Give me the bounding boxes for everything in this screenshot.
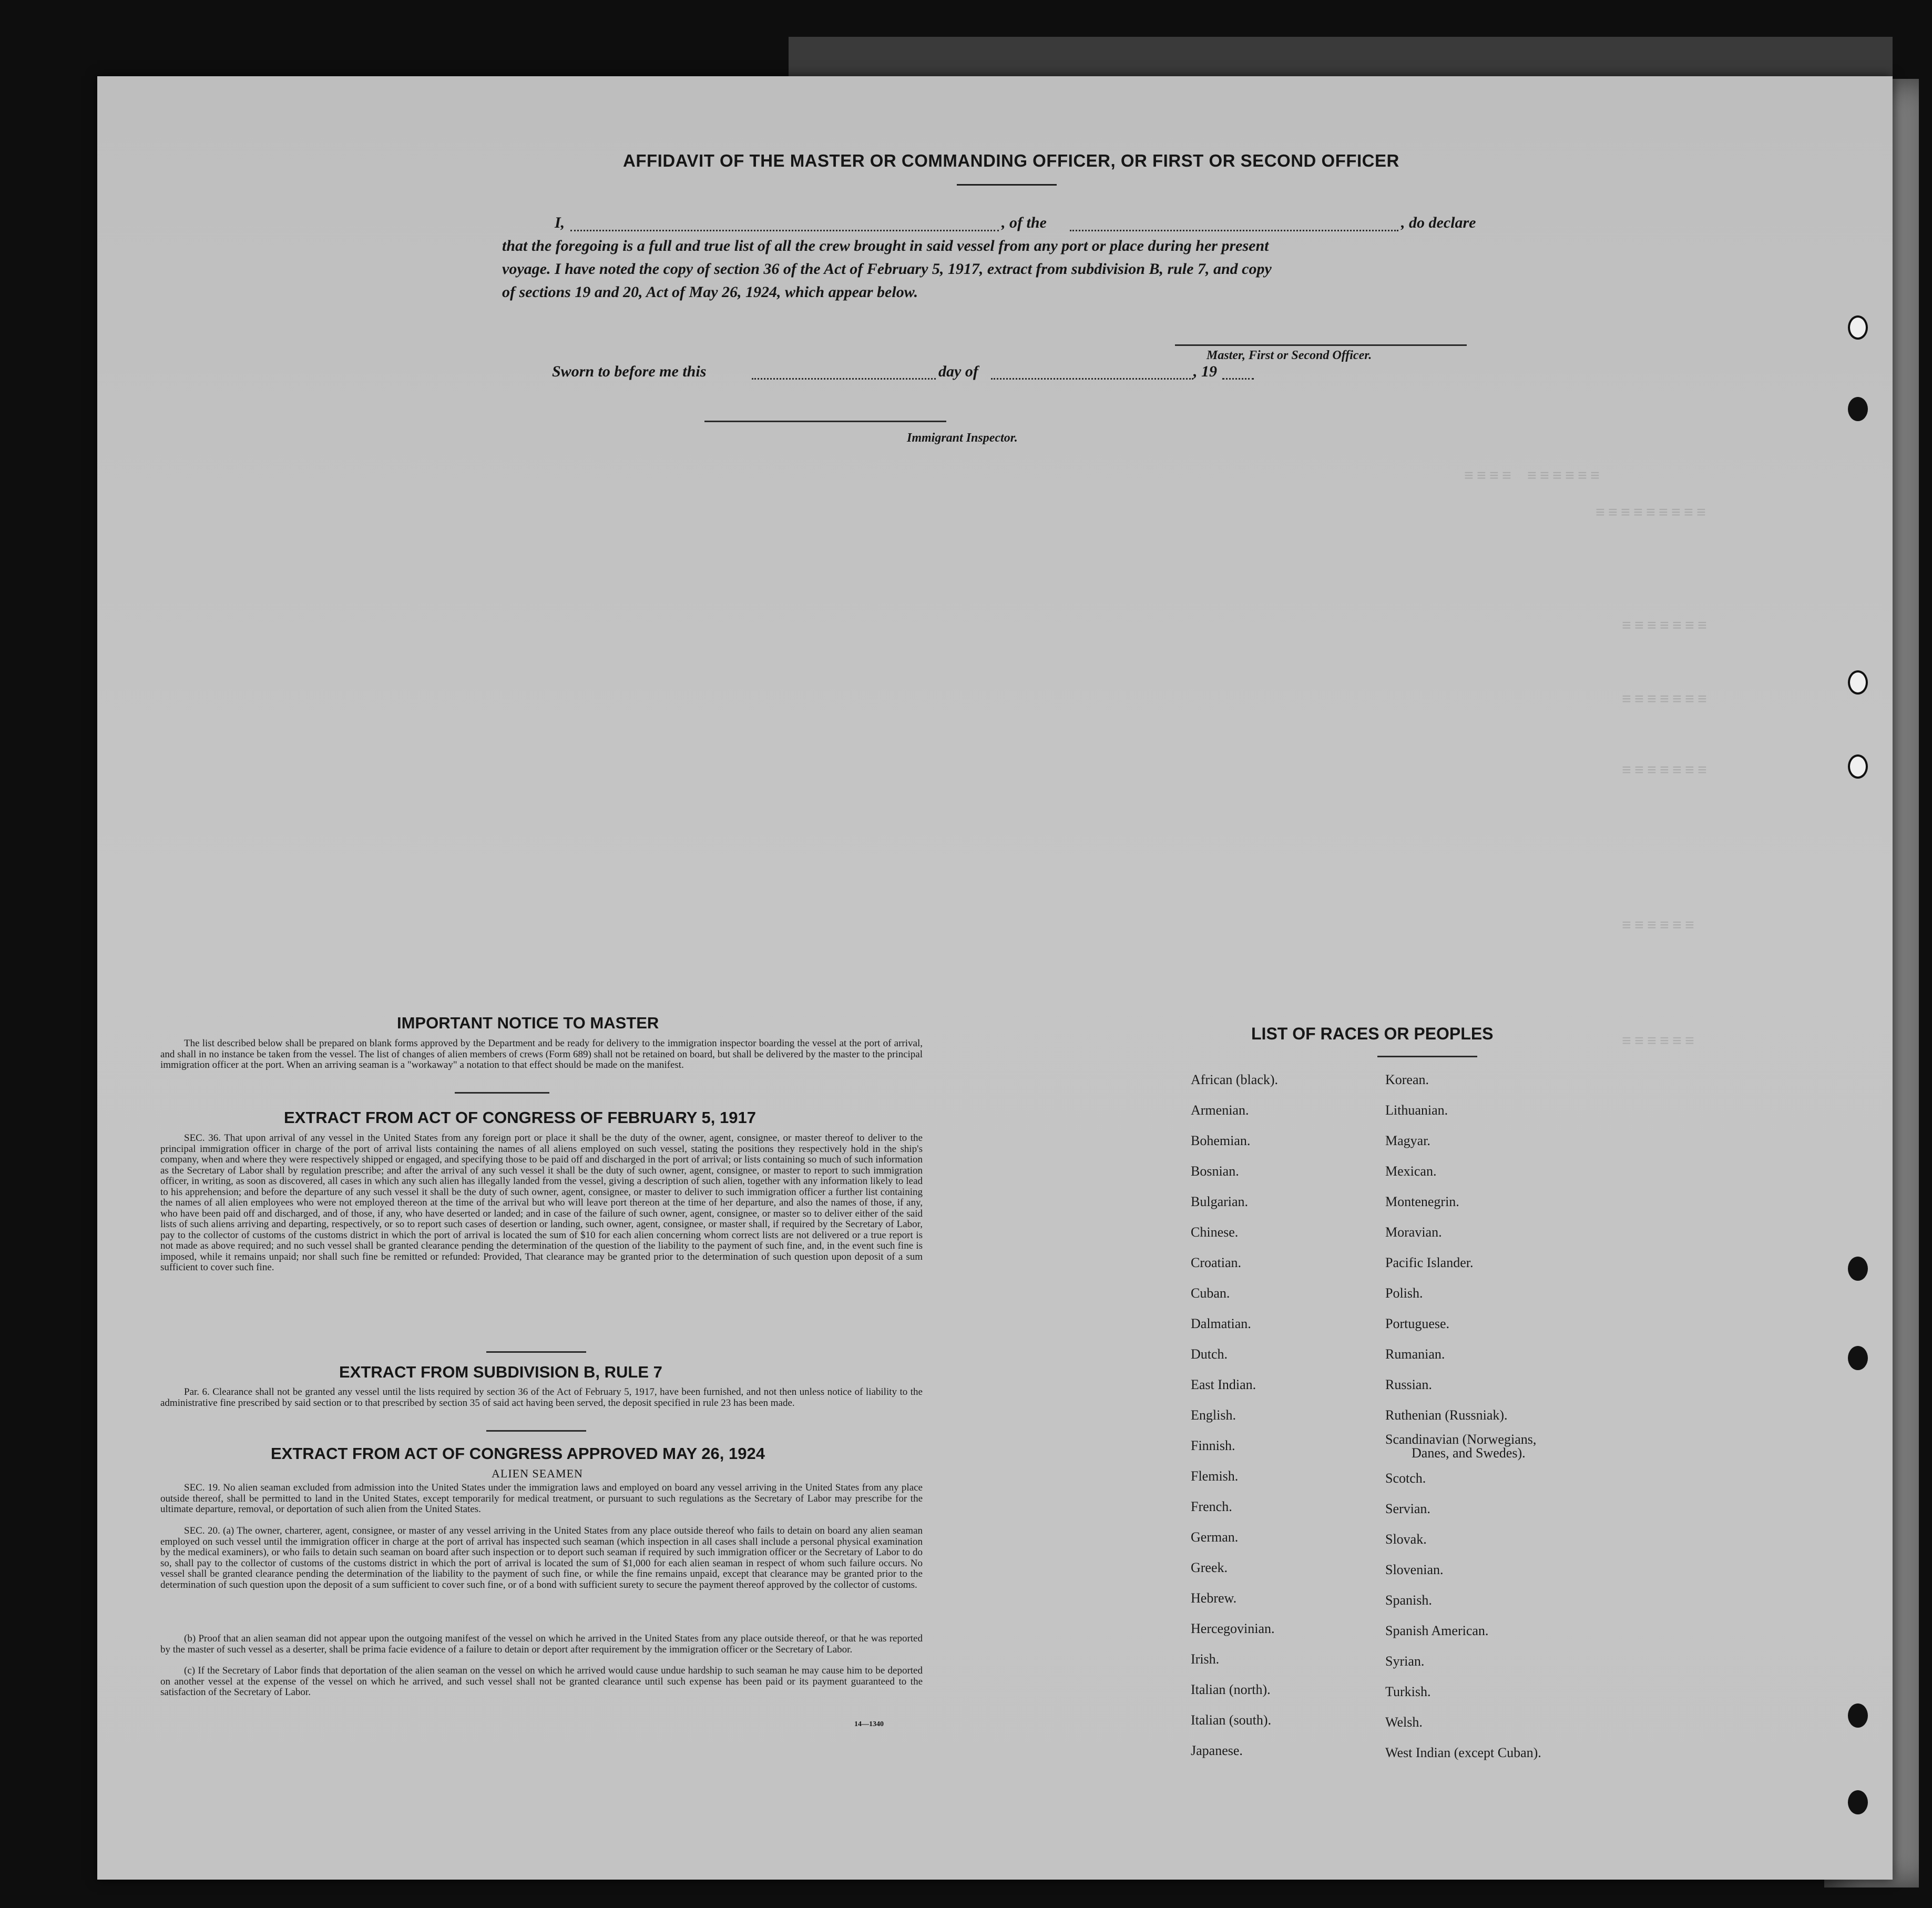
race-item: Dalmatian.	[1191, 1316, 1251, 1331]
race-item: Hebrew.	[1191, 1590, 1237, 1606]
race-item: Korean.	[1385, 1072, 1429, 1087]
bleed-through: ≡≡≡≡ ≡≡≡≡≡≡	[1464, 468, 1603, 486]
race-item: Flemish.	[1191, 1468, 1239, 1484]
title-divider	[957, 184, 1057, 186]
notice-text: The list described below shall be prepared on blank forms approved by the Department and be ready for delivery to the immigration inspector boarding the vessel at the port of arrival, and shall in no instance be taken from the vessel. The list of changes of alien members of crews (Form 689) shall not be retained on board, but shall be delivered by the master to the principal immigration officer at the port. When an arriving seaman is a "workaway" a notation to that effect should be made on the manifest.	[160, 1038, 923, 1070]
race-item: Scotch.	[1385, 1471, 1426, 1486]
race-item-line: Danes, and Swedes).	[1412, 1445, 1526, 1461]
races-column-1	[1191, 1065, 1278, 1766]
race-item: Chinese.	[1191, 1225, 1239, 1240]
race-item: Lithuanian.	[1385, 1103, 1448, 1118]
race-item: Greek.	[1191, 1560, 1228, 1575]
extract-1917-title: EXTRACT FROM ACT OF CONGRESS OF FEBRUARY 5, 1917	[284, 1108, 756, 1127]
notice-title: IMPORTANT NOTICE TO MASTER	[397, 1014, 659, 1032]
sworn-year-field[interactable]	[1222, 378, 1254, 380]
race-item: West Indian (except Cuban).	[1385, 1745, 1541, 1760]
affidavit-i-label: I,	[555, 214, 565, 231]
binder-hole	[1848, 754, 1868, 779]
races-title: LIST OF RACES OR PEOPLES	[1251, 1024, 1494, 1043]
race-item: Croatian.	[1191, 1255, 1242, 1270]
affidavit-declare-label: , do declare	[1401, 214, 1476, 231]
race-item: Moravian.	[1385, 1225, 1442, 1240]
race-item: Ruthenian (Russniak).	[1385, 1407, 1508, 1423]
race-item: Italian (south).	[1191, 1712, 1272, 1728]
alien-seamen-subtitle: ALIEN SEAMEN	[492, 1467, 583, 1480]
section-divider	[455, 1092, 549, 1094]
sec20b-text: (b) Proof that an alien seaman did not appear upon the outgoing manifest of the vessel on which he arrived in the United States from any place outside thereof, or that he was reported by the master of such vessel as a deserter, shall be prima facie evidence of a failure to detain or deport after requirement by the immigration officer or the Secretary of Labor.	[160, 1633, 923, 1655]
extract-rule7-title: EXTRACT FROM SUBDIVISION B, RULE 7	[339, 1363, 662, 1381]
binder-hole	[1848, 670, 1868, 695]
race-item: Armenian.	[1191, 1103, 1249, 1118]
race-item: Russian.	[1385, 1377, 1432, 1392]
race-item-scandinavian	[1385, 1431, 1541, 1463]
race-item: Polish.	[1385, 1285, 1423, 1301]
race-item: Japanese.	[1191, 1743, 1243, 1758]
race-item: Dutch.	[1191, 1346, 1228, 1362]
binder-hole	[1848, 1703, 1868, 1728]
extract-1917-text: SEC. 36. That upon arrival of any vessel in the United States from any foreign port or place it shall be the duty of the owner, agent, consignee, or master thereof to deliver to the principal immigration officer in charge of the port of arrival lists containing the names of all aliens employed on such vessel, stating the positions they respectively hold in the ship's company, when and where they were respectively shipped or engaged, and specifying those to be paid off and discharged in the port of arrival; or lists containing so much of such information as the Secretary of Labor shall by regulation prescribe; and after the arrival of any such vessel it shall be the duty of such owner, agent, consignee, or master to report to such immigration officer, in writing, as soon as discovered, all cases in which any such alien has illegally landed from the vessel, giving a description of such alien, together with any information likely to lead to his apprehension; and before the departure of any such vessel it shall be the duty of such owner, agent, consignee, or master to deliver to such immigration officer a further list containing the names of all alien employees who were not employed thereon at the time of the arrival but who will leave port thereon at the time of her departure, and also the names of those, if any, who have been paid off and discharged, and of those, if any, who have deserted or landed; and in case of the failure of such owner, agent, consignee, or master so to deliver either of the said lists of such aliens arriving and departing, respectively, or so to report such cases of desertion or landing, such owner, agent, consignee, or master shall, if required by the Secretary of Labor, pay to the collector of customs of the customs district in which the port of arrival is located the sum of $10 for each alien concerning whom correct lists are not delivered or a true report is not made as above required; and no such vessel shall be granted clearance pending the determination of the question of the liability to the payment of such fine, and, in the event such fine is imposed, while it remains unpaid; nor shall such fine be remitted or refunded: Provided, That clearance may be granted prior to the determination of such question upon deposit of a sum sufficient to cover such fine.	[160, 1132, 923, 1273]
bleed-through: ≡≡≡≡≡≡	[1622, 917, 1698, 935]
race-item: Mexican.	[1385, 1164, 1437, 1179]
sec20a-text: SEC. 20. (a) The owner, charterer, agent, consignee, or master of any vessel arriving in the United States from any place outside thereof who fails to detain on board any alien seaman employed on such vessel until the immigration officer in charge at the port of arrival has inspected such seaman (which inspection in all cases shall include a personal physical examination by the medical examiners), or who fails to detain such seaman on board after such inspection or to deport such seaman if required by such immigration officer or the Secretary of Labor to do so, shall pay to the collector of customs of the customs district in which the port of arrival is located the sum of $1,000 for each alien seaman in respect of whom such failure occurs. No vessel shall be granted clearance pending the determination of the liability to the payment of such fine, or while the fine remains unpaid, except that clearance may be granted prior to the determination of such question upon the deposit of a sum sufficient to cover such fine, or of a bond with sufficient surety to secure the payment thereof approved by the collector of customs.	[160, 1525, 923, 1590]
race-item: German.	[1191, 1529, 1239, 1545]
inspector-signature-field[interactable]	[704, 421, 946, 422]
bleed-through: ≡≡≡≡≡≡	[1622, 1033, 1698, 1051]
inspector-label: Immigrant Inspector.	[907, 431, 1018, 445]
master-signature-field[interactable]	[1175, 344, 1467, 346]
binder-hole	[1848, 1346, 1868, 1370]
bleed-through: ≡≡≡≡≡≡≡	[1622, 618, 1711, 636]
binder-hole	[1848, 397, 1868, 421]
sec19-text: SEC. 19. No alien seaman excluded from admission into the United States under the immigration laws and employed on board any vessel arriving in the United States from any place outside thereof, shall be permitted to land in the United States, except temporarily for medical treatment, or pursuant to such regulations as the Secretary of Labor may prescribe for the ultimate departure, removal, or deportation of such alien from the United States.	[160, 1482, 923, 1515]
race-item: African (black).	[1191, 1072, 1279, 1087]
race-item: English.	[1191, 1407, 1236, 1423]
section-divider	[486, 1351, 586, 1353]
race-item: Spanish American.	[1385, 1623, 1489, 1638]
section-divider	[486, 1430, 586, 1432]
affidavit-text-line: that the foregoing is a full and true list of all the crew brought in said vessel from any port or place during her present	[502, 237, 1269, 254]
year-label: , 19	[1193, 363, 1217, 380]
bleed-through: ≡≡≡≡≡≡≡	[1622, 762, 1711, 780]
race-item: Portuguese.	[1385, 1316, 1450, 1331]
race-item: Welsh.	[1385, 1715, 1423, 1730]
affidavit-of-the-label: , of the	[1001, 214, 1047, 231]
race-item: Rumanian.	[1385, 1346, 1445, 1362]
bleed-through: ≡≡≡≡≡≡≡≡≡	[1596, 505, 1710, 523]
race-item: Hercegovinian.	[1191, 1621, 1275, 1636]
race-item: Spanish.	[1385, 1593, 1432, 1608]
race-item: Turkish.	[1385, 1684, 1431, 1699]
race-item-line: Scandinavian (Norwegians,	[1385, 1432, 1537, 1447]
affidavit-title: AFFIDAVIT OF THE MASTER OR COMMANDING OFFICER, OR FIRST OR SECOND OFFICER	[623, 151, 1399, 170]
vessel-name-field[interactable]	[1070, 230, 1398, 231]
binder-hole	[1848, 315, 1868, 340]
sworn-day-field[interactable]	[752, 378, 936, 380]
extract-1924-title: EXTRACT FROM ACT OF CONGRESS APPROVED MAY 26, 1924	[271, 1444, 765, 1463]
race-item: Italian (north).	[1191, 1682, 1271, 1697]
race-item: Montenegrin.	[1385, 1194, 1459, 1209]
race-item: East Indian.	[1191, 1377, 1256, 1392]
document-page	[97, 76, 1893, 1880]
affidavit-text-line: of sections 19 and 20, Act of May 26, 1924, which appear below.	[502, 283, 918, 301]
binder-hole	[1848, 1257, 1868, 1281]
race-item: Bohemian.	[1191, 1133, 1251, 1148]
races-divider	[1377, 1056, 1477, 1057]
race-item: Bosnian.	[1191, 1164, 1239, 1179]
race-item: Finnish.	[1191, 1438, 1235, 1453]
races-column-2	[1385, 1065, 1541, 1768]
affidavit-text-line: voyage. I have noted the copy of section 36 of the Act of February 5, 1917, extract from subdivision B, rule 7, and copy	[502, 260, 1272, 278]
sworn-month-field[interactable]	[991, 378, 1193, 380]
race-item: French.	[1191, 1499, 1232, 1514]
race-item: Cuban.	[1191, 1285, 1230, 1301]
signature-label: Master, First or Second Officer.	[1207, 349, 1372, 362]
race-item: Servian.	[1385, 1501, 1430, 1516]
day-of-label: day of	[938, 363, 978, 380]
race-item: Irish.	[1191, 1651, 1220, 1667]
race-item: Slovenian.	[1385, 1562, 1444, 1577]
race-item: Pacific Islander.	[1385, 1255, 1474, 1270]
extract-rule7-text: Par. 6. Clearance shall not be granted any vessel until the lists required by section 36 of the Act of February 5, 1917, have been furnished, and not then unless notice of liability to the administrative fine prescribed by said section or to that prescribed by section 35 of said act having been served, the deposit specified in rule 23 has been made.	[160, 1386, 923, 1409]
binder-hole	[1848, 1790, 1868, 1814]
race-item: Slovak.	[1385, 1532, 1427, 1547]
master-name-field[interactable]	[570, 230, 999, 231]
race-item: Bulgarian.	[1191, 1194, 1249, 1209]
bleed-through: ≡≡≡≡≡≡≡	[1622, 691, 1711, 709]
race-item: Magyar.	[1385, 1133, 1430, 1148]
sec20c-text: (c) If the Secretary of Labor finds that deportation of the alien seaman on the vessel on which he arrived would cause undue hardship to such seaman he may cause him to be deported on another vessel at the expense of the vessel on which he arrived, and such vessel shall not be granted clearance until such expense has been paid or its payment guaranteed to the satisfaction of the Secretary of Labor.	[160, 1665, 923, 1698]
race-item: Syrian.	[1385, 1654, 1425, 1669]
sworn-label: Sworn to before me this	[552, 363, 707, 380]
form-number: 14—1340	[854, 1720, 884, 1728]
